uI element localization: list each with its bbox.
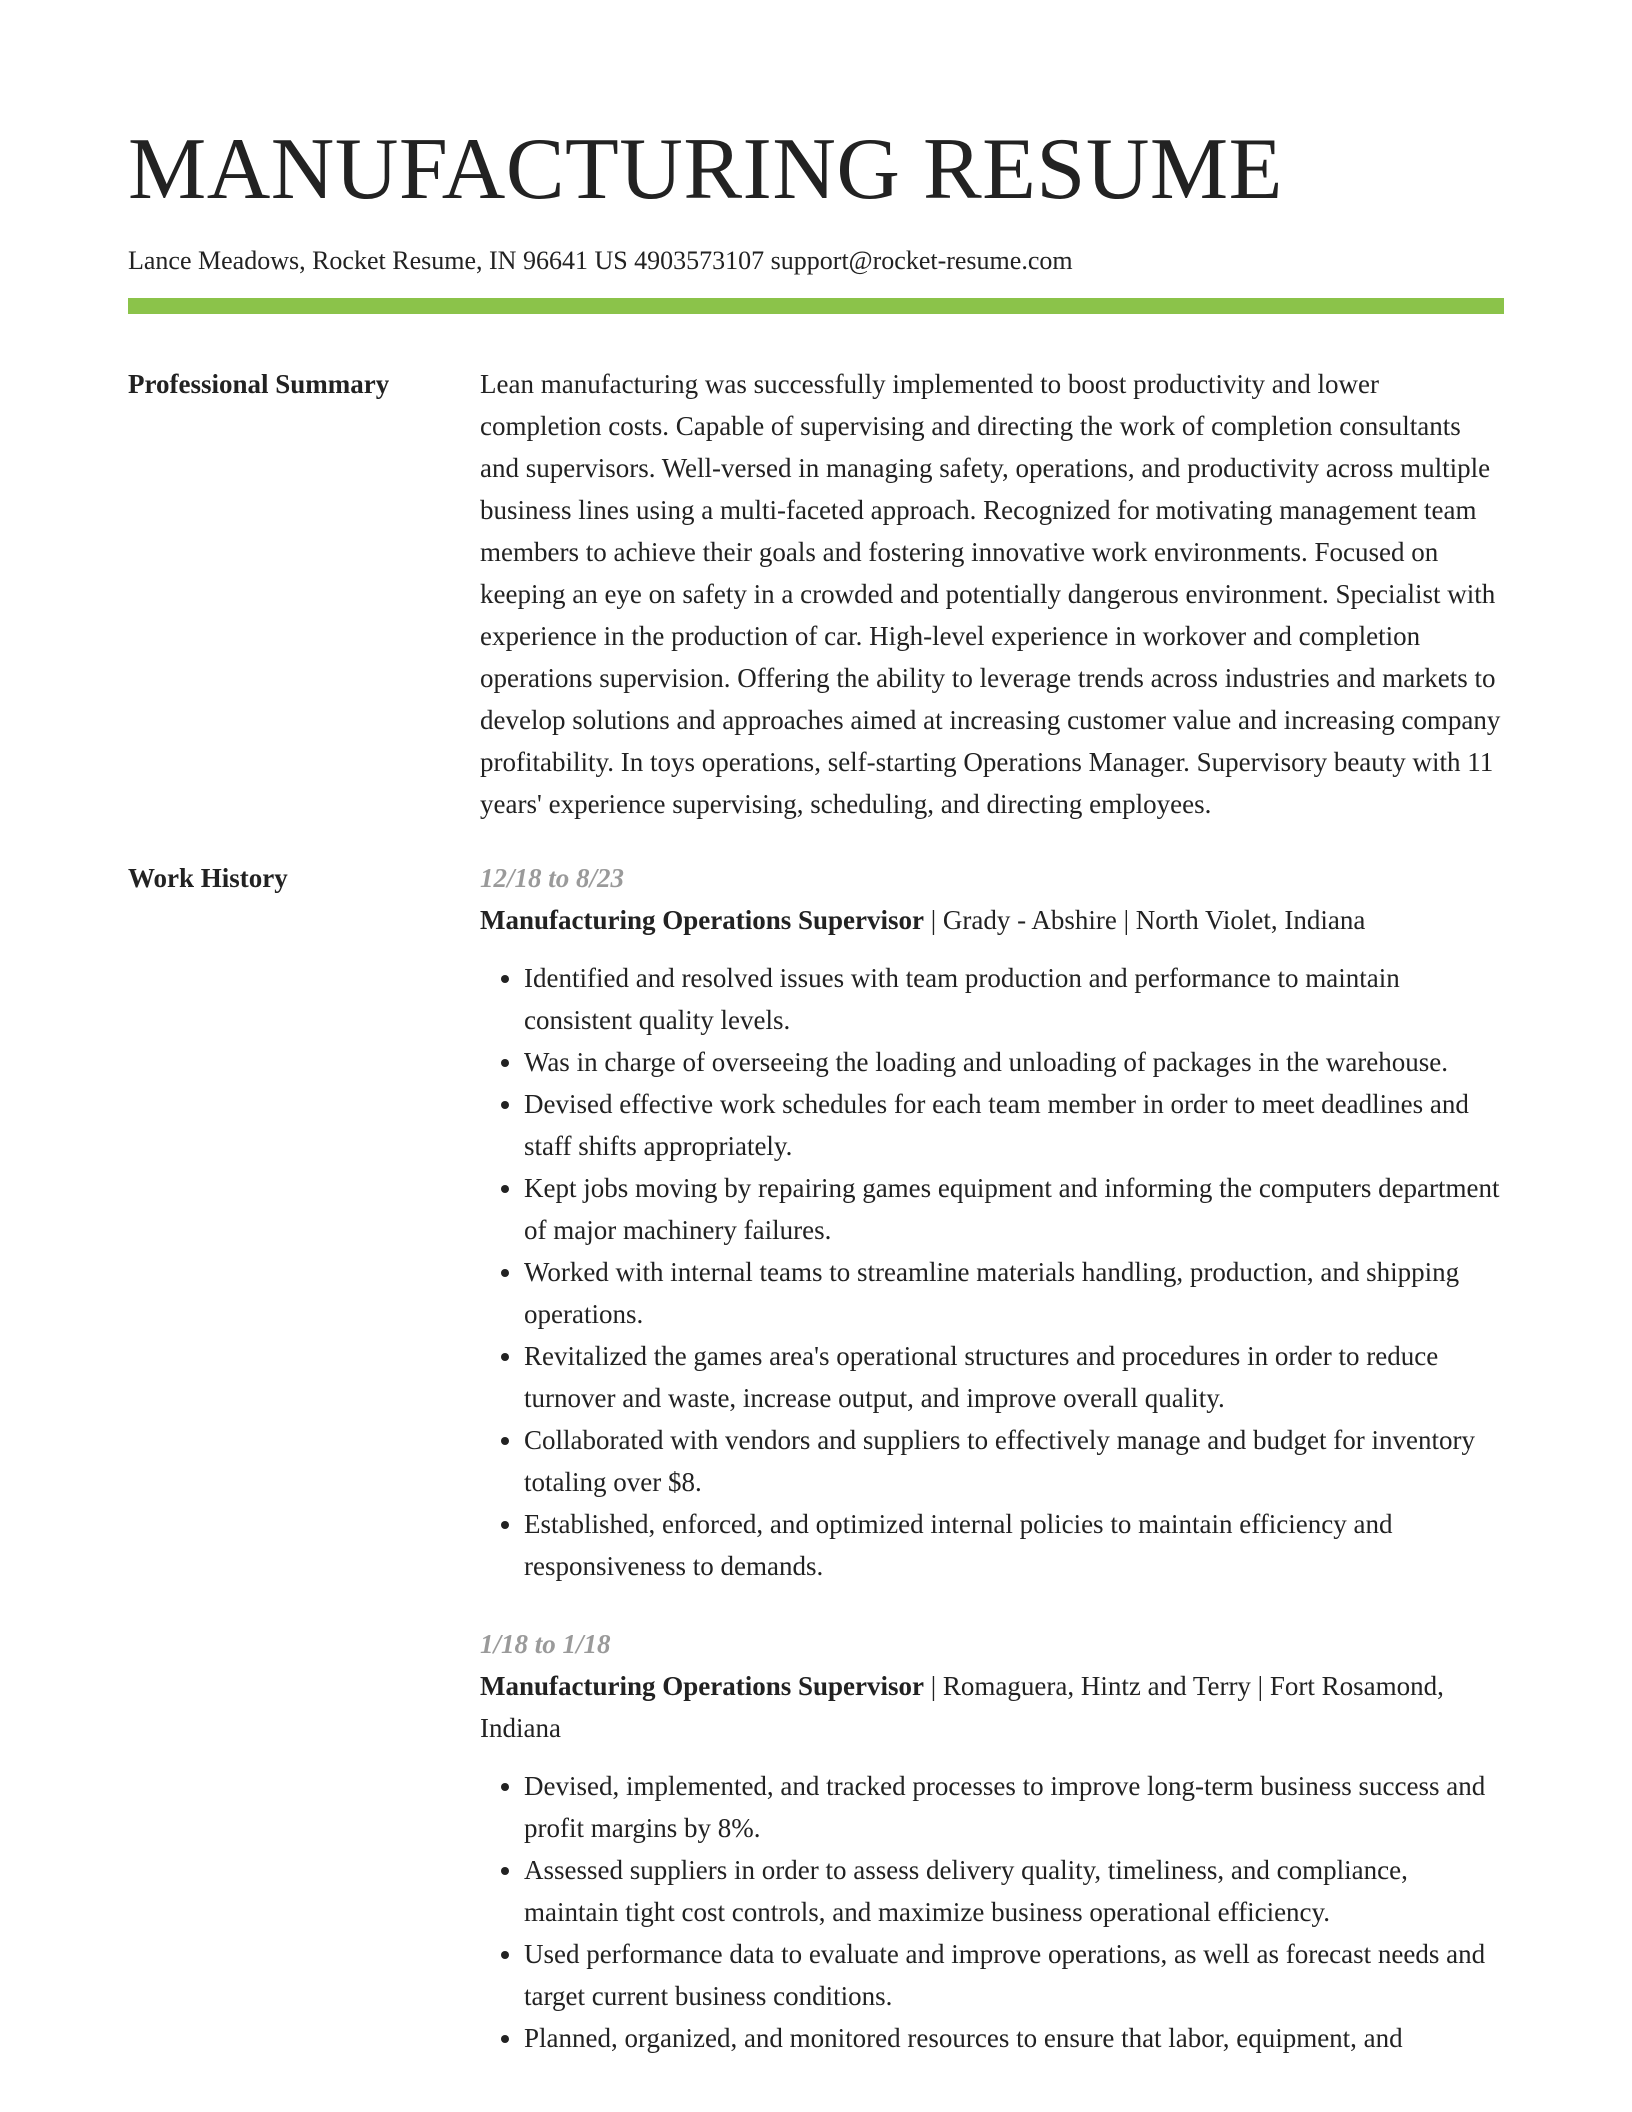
job-bullet: • Assessed suppliers in order to assess delivery quality, timeliness, and compliance, maintain tight cost controls, and maximize business operational efficiency.: [524, 1849, 1504, 1933]
job-entry: [480, 857, 1504, 1587]
job-heading: [480, 1665, 1504, 1749]
job-employer-location: | Romaguera, Hintz and Terry | Fort Rosamond, Indiana: [480, 1671, 1444, 1743]
job-title: Manufacturing Operations Supervisor: [480, 1671, 925, 1701]
summary-paragraph: Lean manufacturing was successfully implemented to boost productivity and lower completion costs. Capable of supervising and directing the work of completion consultants and supervisors. Well-versed in managing safety, operations, and productivity across multiple business lines using a multi-faceted approach. Recognized for motivating management team members to achieve their goals and fostering innovative work environments. Focused on keeping an eye on safety in a crowded and potentially dangerous environment. Specialist with experience in the production of car. High-level experience in workover and completion operations supervision. Offering the ability to leverage trends across industries and markets to develop solutions and approaches aimed at increasing customer value and increasing company profitability. In toys operations, self-starting Operations Manager. Supervisory beauty with 11 years' experience supervising, scheduling, and directing employees.: [480, 369, 1501, 819]
job-bullet: • Identified and resolved issues with team production and performance to maintain consistent quality levels.: [524, 957, 1504, 1041]
job-bullet: • Devised effective work schedules for each team member in order to meet deadlines and staff shifts appropriately.: [524, 1083, 1504, 1167]
job-bullet: • Used performance data to evaluate and improve operations, as well as forecast needs and target current business conditions.: [524, 1933, 1504, 2017]
contact-line: Lance Meadows, Rocket Resume, IN 96641 US 4903573107 support@rocket-resume.com: [128, 246, 1073, 275]
job-bullet: • Devised, implemented, and tracked processes to improve long-term business success and profit margins by 8%.: [524, 1765, 1504, 1849]
job-dates: 1/18 to 1/18: [480, 1629, 611, 1659]
professional-summary-section: [128, 363, 1504, 825]
resume-page: [128, 0, 1504, 2059]
job-entry: [480, 1623, 1504, 2059]
job-bullet: • Worked with internal teams to streamline materials handling, production, and shipping operations.: [524, 1251, 1504, 1335]
job-bullet: • Planned, organized, and monitored resources to ensure that labor, equipment, and: [524, 2017, 1504, 2059]
section-heading-work-history: Work History: [128, 863, 288, 893]
job-bullet: • Collaborated with vendors and suppliers to effectively manage and budget for inventory totaling over $8.: [524, 1419, 1504, 1503]
header-accent-rule: [128, 298, 1504, 314]
resume-title: MANUFACTURING RESUME: [128, 121, 1283, 218]
job-bullet-list: [480, 957, 1504, 1587]
job-dates: 12/18 to 8/23: [480, 863, 625, 893]
job-bullet-list: [480, 1765, 1504, 2059]
job-bullet: • Established, enforced, and optimized internal policies to maintain efficiency and responsiveness to demands.: [524, 1503, 1504, 1587]
job-bullet: • Revitalized the games area's operational structures and procedures in order to reduce turnover and waste, increase output, and improve overall quality.: [524, 1335, 1504, 1419]
job-bullet: • Was in charge of overseeing the loading and unloading of packages in the warehouse.: [524, 1041, 1504, 1083]
job-bullet: • Kept jobs moving by repairing games equipment and informing the computers department of major machinery failures.: [524, 1167, 1504, 1251]
professional-summary-body: [480, 363, 1504, 825]
job-employer-location: | Grady - Abshire | North Violet, Indiana: [924, 905, 1366, 935]
work-history-body: [480, 857, 1504, 2059]
work-history-section: [128, 857, 1504, 2059]
section-heading-professional-summary: Professional Summary: [128, 369, 390, 399]
job-title: Manufacturing Operations Supervisor: [480, 905, 925, 935]
job-heading: [480, 899, 1504, 941]
